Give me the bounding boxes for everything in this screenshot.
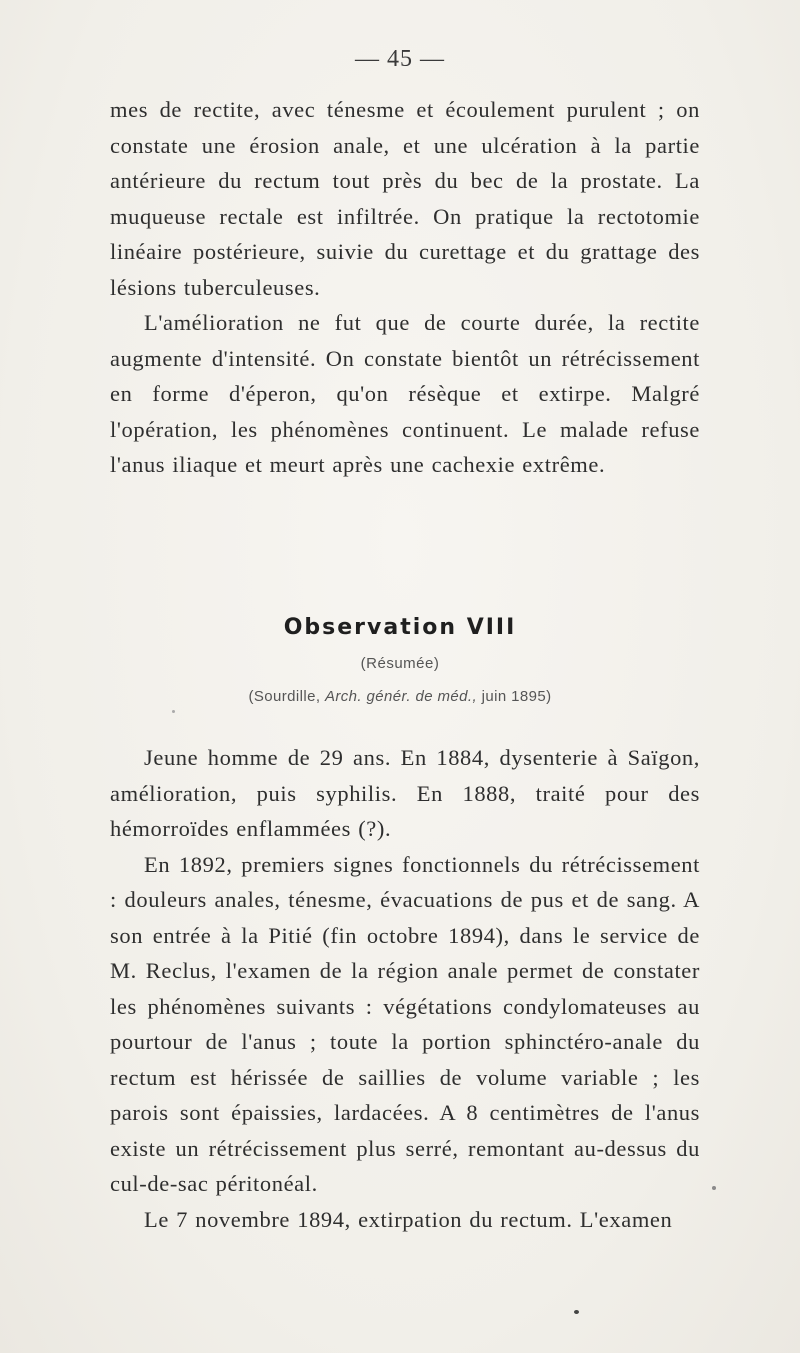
paper-speck — [172, 710, 175, 713]
page-number: — 45 — — [355, 46, 445, 72]
source-prefix: (Sourdille, — [248, 688, 325, 705]
paper-speck — [574, 1310, 579, 1314]
paper-speck — [712, 1186, 716, 1190]
paragraph-amelioration: L'amélioration ne fut que de courte durée, la rectite augmente d'intensité. On constate bientôt un rétrécissement en forme d'éperon, qu'on résèque et extirpe. Malgré l'opération, les phénomènes continuent. Le malade refuse l'anus iliaque et meurt après une cachexie extrême. — [110, 310, 700, 477]
paragraph-surgery: Le 7 novembre 1894, extirpation du rectum. L'examen — [144, 1206, 673, 1232]
observation-subtitle: (Résumée) — [360, 655, 440, 672]
observation-source — [0, 688, 800, 705]
paragraph-symptoms: En 1892, premiers signes fonctionnels du rétrécissement : douleurs anales, ténesme, évacuations de pus et de sang. A son entrée à la Pitié (fin octobre 1894), dans le service de M. Reclus, l'examen de la région anale permet de constater les phénomènes suivants : végétations condylomateuses au pourtour de l'anus ; toute la portion sphinctéro-anale du rectum est hérissée de saillies de volume variable ; les parois sont épaissies, lardacées. A 8 centimètres de l'anus existe un rétrécissement plus serré, remontant au-dessus du cul-de-sac péritonéal. — [110, 851, 700, 1196]
source-suffix: juin 1895) — [477, 688, 552, 705]
top-text-block — [110, 92, 700, 483]
source-journal: Arch. génér. de méd., — [324, 688, 478, 705]
paragraph-history: Jeune homme de 29 ans. En 1884, dysenterie à Saïgon, amélioration, puis syphilis. En 1888, traité pour des hémorroïdes enflammées (?). — [110, 745, 700, 841]
bottom-text-block — [110, 740, 700, 1237]
observation-title: Observation VIII — [283, 615, 517, 640]
paragraph-continuation: mes de rectite, avec ténesme et écoulement purulent ; on constate une érosion anale, et une ulcération à la partie antérieure du rectum tout près du bec de la prostate. La muqueuse rectale est infiltrée. On pratique la rectotomie linéaire postérieure, suivie du curettage et du grattage des lésions tuberculeuses. — [110, 97, 700, 300]
